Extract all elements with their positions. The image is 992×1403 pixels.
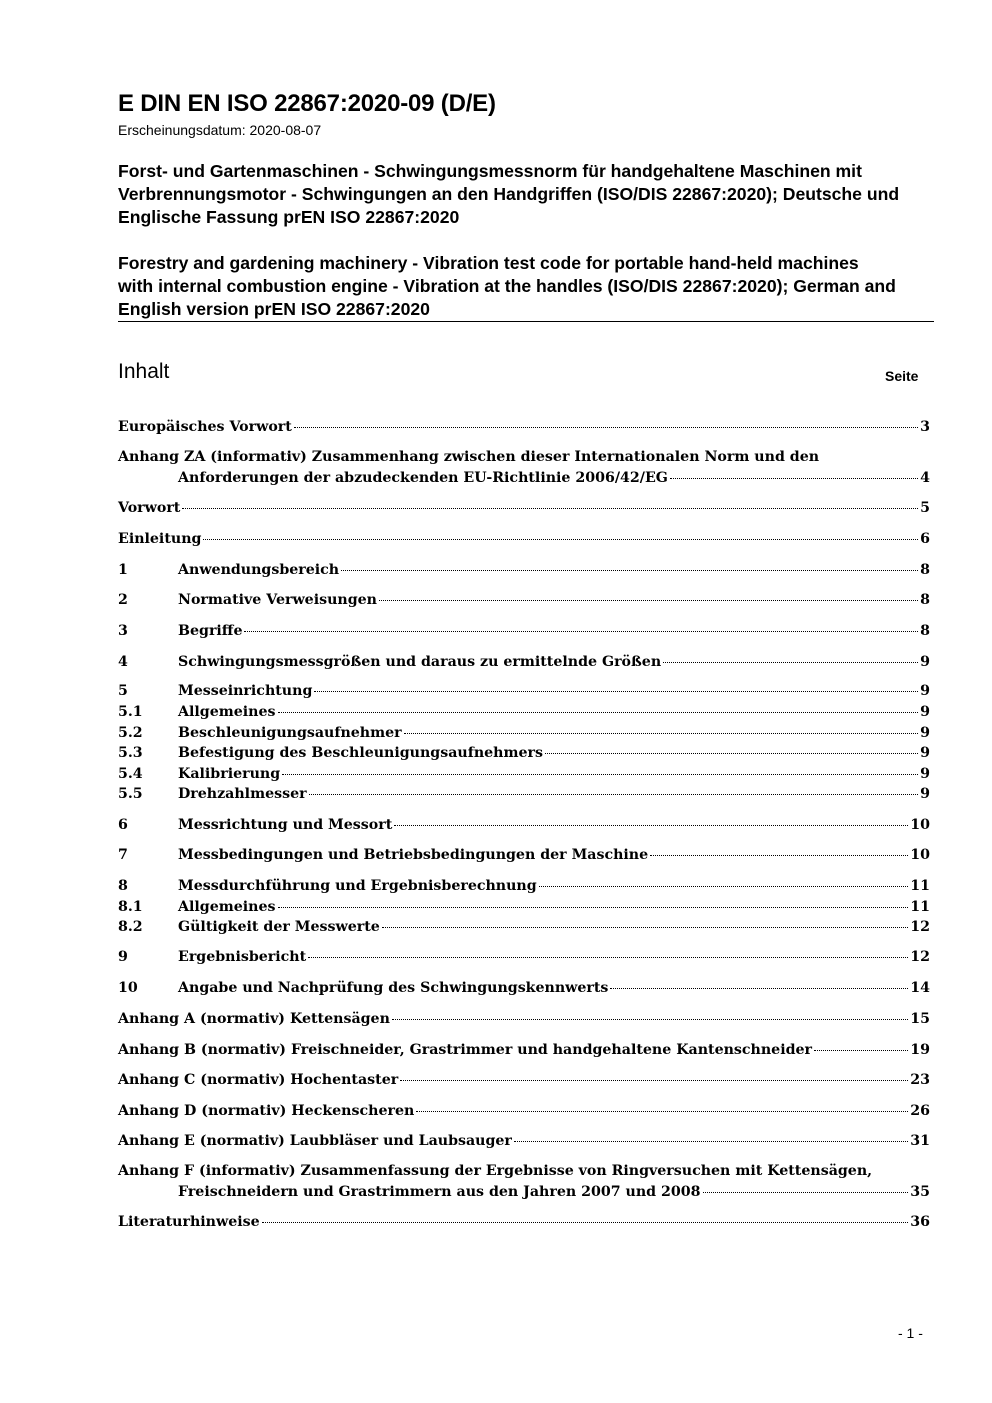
- toc-entry-number: 10: [118, 980, 138, 996]
- toc-entry[interactable]: [118, 529, 930, 550]
- toc-entry-page: 14: [910, 980, 930, 996]
- toc-entry-number: 5: [118, 683, 128, 699]
- toc-entry[interactable]: [118, 743, 930, 764]
- toc-entry-label: Anhang A (normativ) Kettensägen: [118, 1011, 390, 1027]
- toc-entry-first-line[interactable]: Anhang ZA (informativ) Zusammenhang zwischen dieser Internationalen Norm und den: [118, 449, 820, 465]
- toc-dot-leader: [294, 427, 918, 428]
- toc-entry-page: 9: [920, 704, 930, 720]
- toc-dot-leader: [663, 662, 918, 663]
- toc-entry-page: 9: [920, 725, 930, 741]
- toc-entry-label: Einleitung: [118, 531, 202, 547]
- toc-entry-label: Allgemeines: [178, 899, 276, 915]
- toc-entry-page: 6: [920, 531, 930, 547]
- toc-dot-leader: [182, 508, 918, 509]
- toc-entry[interactable]: [118, 1070, 930, 1091]
- toc-dot-leader: [314, 691, 918, 692]
- toc-dot-leader: [308, 957, 908, 958]
- toc-entry-number: 3: [118, 623, 128, 639]
- footer-page-number: - 1 -: [898, 1325, 923, 1341]
- toc-entry[interactable]: [118, 978, 930, 999]
- toc-dot-leader: [244, 631, 918, 632]
- toc-entry-number: 5.4: [118, 766, 143, 782]
- toc-dot-leader: [610, 988, 908, 989]
- toc-dot-leader: [278, 712, 919, 713]
- toc-dot-leader: [400, 1080, 908, 1081]
- toc-entry-page: 15: [910, 1011, 930, 1027]
- document-id: E DIN EN ISO 22867:2020-09 (D/E): [118, 90, 496, 117]
- toc-dot-leader: [341, 570, 918, 571]
- toc-dot-leader: [203, 539, 918, 540]
- toc-entry-page: 9: [920, 766, 930, 782]
- toc-entry-label: Anwendungsbereich: [178, 562, 340, 578]
- toc-entry-page: 11: [910, 878, 930, 894]
- toc-entry-page: 9: [920, 786, 930, 802]
- toc-entry[interactable]: [118, 815, 930, 836]
- toc-entry-page: 12: [910, 949, 930, 965]
- toc-entry-label: Anhang C (normativ) Hochentaster: [118, 1072, 399, 1088]
- toc-entry-number: 2: [118, 592, 128, 608]
- toc-entry[interactable]: [118, 1009, 930, 1030]
- toc-entry-number: 8.2: [118, 919, 143, 935]
- toc-entry-page: 12: [910, 919, 930, 935]
- toc-dot-leader: [416, 1111, 908, 1112]
- toc-entry-label: Messeinrichtung: [178, 683, 313, 699]
- toc-entry[interactable]: [118, 917, 930, 938]
- toc-entry-page: 9: [920, 745, 930, 761]
- toc-entry[interactable]: [118, 560, 930, 581]
- toc-entry[interactable]: [118, 764, 930, 785]
- toc-dot-leader: [379, 600, 918, 601]
- toc-dot-leader: [382, 927, 908, 928]
- toc-entry[interactable]: [118, 1101, 930, 1122]
- toc-dot-leader: [545, 753, 918, 754]
- toc-entry-number: 8.1: [118, 899, 143, 915]
- toc-entry[interactable]: [118, 723, 930, 744]
- toc-entry-number: 7: [118, 847, 128, 863]
- toc-entry-label: Gültigkeit der Messwerte: [178, 919, 380, 935]
- toc-entry-number: 5.2: [118, 725, 143, 741]
- toc-dot-leader: [282, 774, 918, 775]
- toc-dot-leader: [670, 478, 918, 479]
- toc-entry-number: 8: [118, 878, 128, 894]
- toc-entry-label: Beschleunigungsaufnehmer: [178, 725, 402, 741]
- toc-entry-page: 3: [920, 419, 930, 435]
- toc-entry-number: 5.1: [118, 704, 143, 720]
- toc-entry-page: 19: [910, 1042, 930, 1058]
- toc-entry[interactable]: [118, 1212, 930, 1233]
- toc-entry[interactable]: [118, 784, 930, 805]
- toc-entry[interactable]: [118, 498, 930, 519]
- toc-entry-page: 9: [920, 654, 930, 670]
- toc-page-column-label: Seite: [885, 368, 919, 384]
- toc-entry-number: 5.5: [118, 786, 143, 802]
- toc-entry[interactable]: [118, 845, 930, 866]
- toc-entry-page: 31: [910, 1133, 930, 1149]
- toc-entry[interactable]: [118, 1131, 930, 1152]
- toc-entry-page: 36: [910, 1214, 930, 1230]
- toc-dot-leader: [650, 855, 908, 856]
- toc-entry-page: 9: [920, 683, 930, 699]
- toc-entry[interactable]: [118, 417, 930, 438]
- title-divider: [118, 321, 934, 322]
- publication-date: Erscheinungsdatum: 2020-08-07: [118, 122, 322, 138]
- toc-entry[interactable]: [118, 652, 930, 673]
- toc-entry-label: Europäisches Vorwort: [118, 419, 292, 435]
- toc-entry-label: Kalibrierung: [178, 766, 281, 782]
- toc-entry-number: 5.3: [118, 745, 143, 761]
- toc-entry-first-line[interactable]: Anhang F (informativ) Zusammenfassung der Ergebnisse von Ringversuchen mit Kettensägen,: [118, 1163, 873, 1179]
- toc-entry-label: Literaturhinweise: [118, 1214, 260, 1230]
- toc-entry-page: 8: [920, 623, 930, 639]
- toc-entry-label: Anforderungen der abzudeckenden EU-Richtlinie 2006/42/EG: [178, 470, 668, 486]
- toc-entry[interactable]: [118, 621, 930, 642]
- toc-entry-label: Normative Verweisungen: [178, 592, 377, 608]
- toc-entry-label: Ergebnisbericht: [178, 949, 307, 965]
- title-english: Forestry and gardening machinery - Vibration test code for portable hand-held machines with internal combustion engine - Vibration at the handles (ISO/DIS 22867:2020); German and English version prEN ISO 22867:2020: [118, 253, 896, 319]
- toc-entry-label: Messbedingungen und Betriebsbedingungen der Maschine: [178, 847, 649, 863]
- toc-entry-label: Allgemeines: [178, 704, 276, 720]
- toc-entry[interactable]: [118, 1182, 930, 1203]
- toc-entry-page: 26: [910, 1103, 930, 1119]
- toc-dot-leader: [262, 1222, 909, 1223]
- toc-dot-leader: [514, 1141, 908, 1142]
- toc-dot-leader: [392, 1019, 908, 1020]
- toc-entry[interactable]: [118, 1040, 930, 1061]
- toc-entry-page: 35: [910, 1184, 930, 1200]
- toc-entry[interactable]: [118, 590, 930, 611]
- toc-dot-leader: [309, 794, 919, 795]
- toc-entry[interactable]: [118, 681, 930, 702]
- toc-entry-label: Anhang E (normativ) Laubbläser und Laubsauger: [118, 1133, 512, 1149]
- toc-entry-page: 10: [910, 847, 930, 863]
- toc-entry-page: 5: [920, 500, 930, 516]
- toc-entry-label: Vorwort: [118, 500, 181, 516]
- title-german: Forst- und Gartenmaschinen - Schwingungsmessnorm für handgehaltene Maschinen mit Verbrennungsmotor - Schwingungen an den Handgriffen (ISO/DIS 22867:2020); Deutsche und Englische Fassung prEN ISO 22867:2020: [118, 161, 900, 227]
- toc-entry-label: Messdurchführung und Ergebnisberechnung: [178, 878, 537, 894]
- toc-dot-leader: [394, 825, 908, 826]
- toc-entry[interactable]: [118, 876, 930, 897]
- toc-dot-leader: [814, 1050, 908, 1051]
- toc-entry[interactable]: [118, 468, 930, 489]
- toc-entry-page: 8: [920, 562, 930, 578]
- toc-entry-label: Anhang D (normativ) Heckenscheren: [118, 1103, 415, 1119]
- toc-entry[interactable]: [118, 947, 930, 968]
- toc-entry-number: 1: [118, 562, 128, 578]
- toc-entry-page: 8: [920, 592, 930, 608]
- toc-dot-leader: [278, 907, 909, 908]
- toc-entry-page: 23: [910, 1072, 930, 1088]
- toc-entry[interactable]: [118, 702, 930, 723]
- toc-entry-label: Schwingungsmessgrößen und daraus zu ermittelnde Größen: [178, 654, 662, 670]
- toc-entry[interactable]: [118, 897, 930, 918]
- toc-entry-label: Begriffe: [178, 623, 243, 639]
- toc-entry-page: 4: [920, 470, 930, 486]
- toc-entry-number: 4: [118, 654, 128, 670]
- toc-entry-label: Befestigung des Beschleunigungsaufnehmers: [178, 745, 543, 761]
- toc-entry-label: Messrichtung und Messort: [178, 817, 393, 833]
- toc-entry-page: 11: [910, 899, 930, 915]
- toc-dot-leader: [404, 733, 918, 734]
- toc-heading: Inhalt: [118, 360, 170, 383]
- toc-entry-label: Freischneidern und Grastrimmern aus den Jahren 2007 und 2008: [178, 1184, 701, 1200]
- toc-entry-number: 6: [118, 817, 128, 833]
- toc-entry-page: 10: [910, 817, 930, 833]
- toc-entry-label: Anhang B (normativ) Freischneider, Grastrimmer und handgehaltene Kantenschneider: [118, 1042, 813, 1058]
- toc-entry-number: 9: [118, 949, 128, 965]
- toc-dot-leader: [539, 886, 909, 887]
- toc-dot-leader: [703, 1192, 909, 1193]
- toc-entry-label: Angabe und Nachprüfung des Schwingungskennwerts: [178, 980, 609, 996]
- toc-entry-label: Drehzahlmesser: [178, 786, 307, 802]
